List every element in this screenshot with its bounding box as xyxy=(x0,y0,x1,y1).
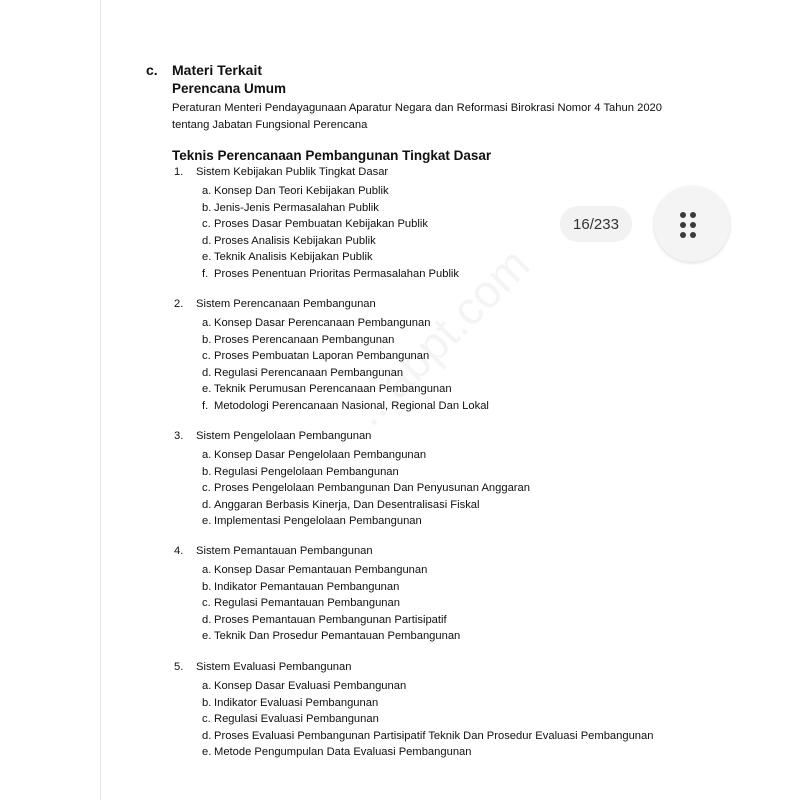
item-text: Konsep Dasar Pengelolaan Pembangunan xyxy=(214,449,427,461)
group-title-text: Sistem Perencanaan Pembangunan xyxy=(196,298,376,310)
list-item xyxy=(202,365,664,381)
item-text: Teknik Perumusan Perencanaan Pembangunan xyxy=(214,383,452,395)
list-item xyxy=(202,497,664,513)
list-item xyxy=(202,447,664,463)
list-item xyxy=(202,183,664,199)
item-letter: c. xyxy=(202,482,211,494)
list-item xyxy=(202,513,664,529)
list-item xyxy=(202,315,664,331)
item-letter: c. xyxy=(202,597,211,609)
list-item xyxy=(202,711,664,727)
item-letter: d. xyxy=(202,234,212,247)
item-letter: d. xyxy=(202,613,212,626)
item-text: Proses Dasar Pembuatan Kebijakan Publik xyxy=(214,218,428,230)
group-title-text: Sistem Kebijakan Publik Tingkat Dasar xyxy=(196,166,389,178)
item-text: Regulasi Evaluasi Pembangunan xyxy=(214,713,379,725)
item-letter: a. xyxy=(202,680,212,692)
item-text: Konsep Dasar Evaluasi Pembangunan xyxy=(214,680,407,692)
perencana-umum-title: Perencana Umum xyxy=(172,81,287,96)
list-item xyxy=(202,398,664,414)
list-item xyxy=(202,266,664,282)
viewer-margin xyxy=(699,0,800,800)
item-text: Konsep Dan Teori Kebijakan Publik xyxy=(214,185,389,197)
list-item xyxy=(202,628,664,644)
list-item xyxy=(202,464,664,480)
item-letter: f. xyxy=(202,399,209,412)
list-item xyxy=(202,744,664,760)
item-text: Proses Penentuan Prioritas Permasalahan Publik xyxy=(214,267,460,280)
item-letter: a. xyxy=(202,449,212,461)
group-title xyxy=(174,166,388,178)
item-text: Konsep Dasar Pemantauan Pembangunan xyxy=(214,564,428,576)
item-letter: e. xyxy=(202,746,212,758)
item-letter: c. xyxy=(202,350,211,362)
group-number: 3. xyxy=(174,430,184,442)
item-letter: e. xyxy=(202,515,212,527)
item-letter: a. xyxy=(202,564,212,576)
group-title xyxy=(174,545,373,557)
item-letter: b. xyxy=(202,696,212,709)
item-letter: e. xyxy=(202,251,212,263)
item-letter: d. xyxy=(202,498,212,511)
item-letter: b. xyxy=(202,201,212,214)
item-text: Proses Pembuatan Laporan Pembangunan xyxy=(214,350,430,362)
item-text: Konsep Dasar Perencanaan Pembangunan xyxy=(214,317,431,329)
group-title-text: Sistem Evaluasi Pembangunan xyxy=(196,661,352,673)
item-text: Regulasi Perencanaan Pembangunan xyxy=(214,366,404,379)
item-text: Proses Pengelolaan Pembangunan Dan Penyusunan Anggaran xyxy=(214,482,530,494)
group-number: 2. xyxy=(174,298,184,310)
item-text: Proses Evaluasi Pembangunan Partisipatif Teknik Dan Prosedur Evaluasi Pembangunan xyxy=(214,729,654,742)
item-letter: a. xyxy=(202,185,212,197)
list-item xyxy=(202,381,664,397)
item-letter: c. xyxy=(202,218,211,230)
list-item xyxy=(202,678,664,694)
item-letter: c. xyxy=(202,713,211,725)
item-text: Anggaran Berbasis Kinerja, Dan Desentralisasi Fiskal xyxy=(214,498,480,511)
item-text: Indikator Pemantauan Pembangunan xyxy=(214,580,400,593)
item-letter: b. xyxy=(202,580,212,593)
section-heading xyxy=(146,62,262,78)
group-number: 5. xyxy=(174,661,184,673)
list-item xyxy=(202,612,664,628)
group-title xyxy=(174,661,351,673)
perencana-umum-text: Peraturan Menteri Pendayagunaan Aparatur Negara dan Reformasi Birokrasi Nomor 4 Tahun 2020 tentang Jabatan Fungsional Perencana xyxy=(172,102,662,131)
item-text: Teknik Dan Prosedur Pemantauan Pembangunan xyxy=(214,630,461,642)
list-item xyxy=(202,480,664,496)
section-title: Materi Terkait xyxy=(172,62,262,78)
list-item xyxy=(202,728,664,744)
group-number: 1. xyxy=(174,166,184,178)
teknis-title: Teknis Perencanaan Pembangunan Tingkat Dasar xyxy=(172,148,492,163)
item-text: Regulasi Pemantauan Pembangunan xyxy=(214,597,400,609)
group-number: 4. xyxy=(174,545,184,557)
item-text: Indikator Evaluasi Pembangunan xyxy=(214,696,379,709)
item-text: Proses Pemantauan Pembangunan Partisipatif xyxy=(214,613,447,626)
item-text: Jenis-Jenis Permasalahan Publik xyxy=(214,201,379,214)
drag-handle-button[interactable] xyxy=(654,186,730,262)
section-letter: c. xyxy=(146,62,158,78)
item-letter: b. xyxy=(202,333,212,346)
group-title xyxy=(174,298,376,310)
item-letter: e. xyxy=(202,383,212,395)
item-letter: b. xyxy=(202,465,212,478)
group-title-text: Sistem Pengelolaan Pembangunan xyxy=(196,430,372,442)
list-item xyxy=(202,695,664,711)
list-item xyxy=(202,595,664,611)
list-item xyxy=(202,562,664,578)
item-text: Metode Pengumpulan Data Evaluasi Pembangunan xyxy=(214,746,472,758)
item-text: Implementasi Pengelolaan Pembangunan xyxy=(214,515,422,527)
item-letter: f. xyxy=(202,267,209,280)
item-letter: e. xyxy=(202,630,212,642)
item-letter: a. xyxy=(202,317,212,329)
item-text: Metodologi Perencanaan Nasional, Regional Dan Lokal xyxy=(214,399,489,412)
item-text: Teknik Analisis Kebijakan Publik xyxy=(214,251,373,263)
item-text: Proses Analisis Kebijakan Publik xyxy=(214,234,376,247)
item-letter: d. xyxy=(202,729,212,742)
drag-handle-icon xyxy=(680,212,696,238)
list-item xyxy=(202,332,664,348)
group-title-text: Sistem Pemantauan Pembangunan xyxy=(196,545,373,557)
page-indicator: 16/233 xyxy=(560,206,632,242)
item-text: Proses Perencanaan Pembangunan xyxy=(214,333,395,346)
list-item xyxy=(202,348,664,364)
group-title xyxy=(174,430,371,442)
item-text: Regulasi Pengelolaan Pembangunan xyxy=(214,465,399,478)
list-item xyxy=(202,579,664,595)
item-letter: d. xyxy=(202,366,212,379)
list-item xyxy=(202,249,664,265)
